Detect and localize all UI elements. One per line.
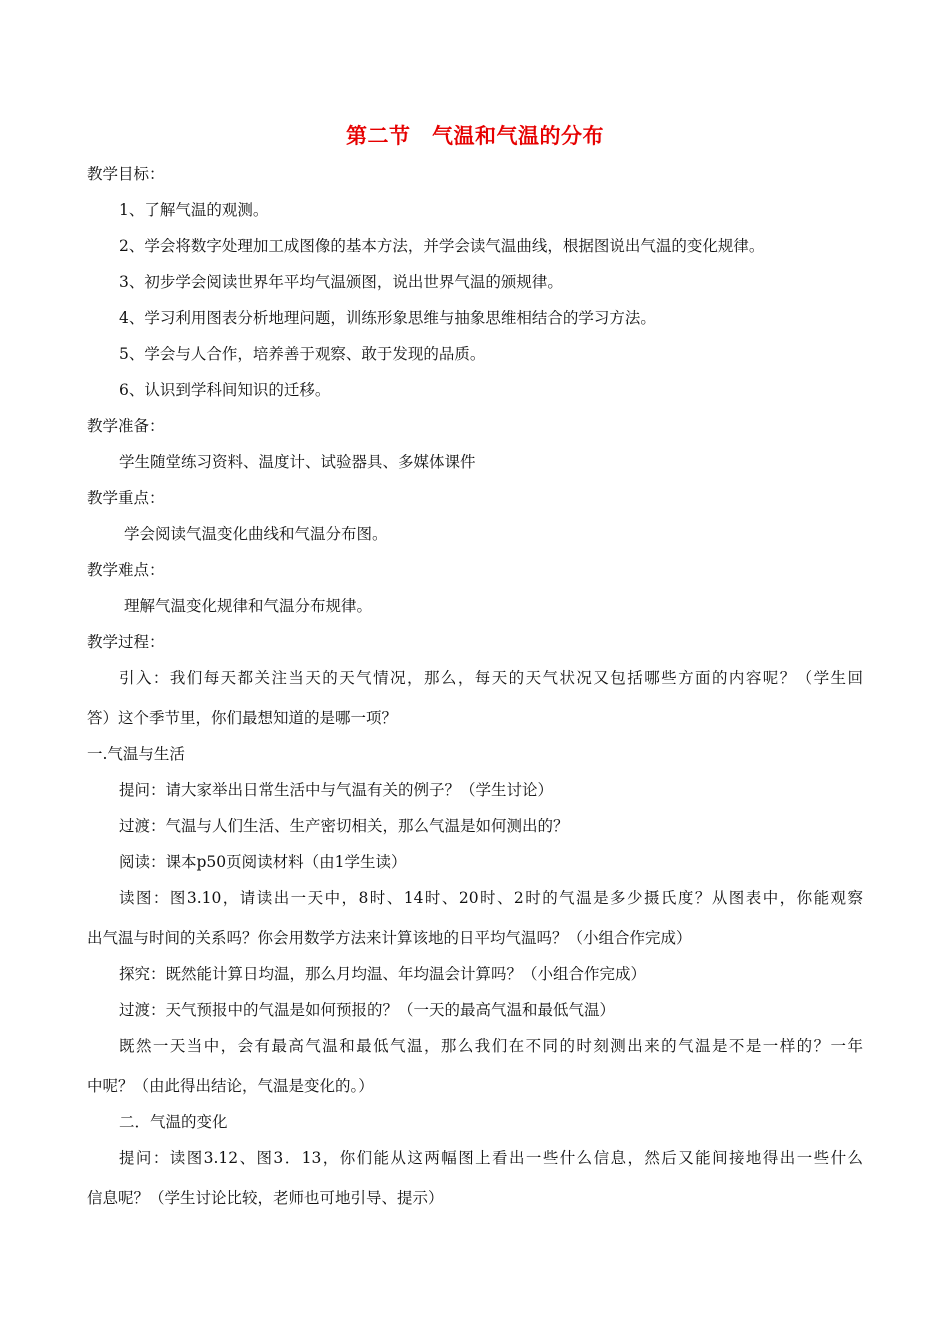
- objective-item: 6、认识到学科间知识的迁移。: [119, 381, 331, 399]
- prep-heading: 教学准备：: [87, 417, 165, 435]
- difficulty-heading: 教学难点：: [87, 561, 165, 579]
- objective-item: 5、学会与人合作，培养善于观察、敢于发现的品质。: [119, 345, 486, 363]
- page-title: 第二节 气温和气温的分布: [346, 124, 604, 148]
- question-line: 信息呢？（学生讨论比较，老师也可地引导、提示）: [87, 1189, 444, 1207]
- objective-item: 3、初步学会阅读世界年平均气温颁图，说出世界气温的颁规律。: [119, 273, 563, 291]
- transition-text: 过渡：天气预报中的气温是如何预报的？（一天的最高气温和最低气温）: [119, 1001, 616, 1019]
- section-heading-1: 一.气温与生活: [87, 745, 185, 763]
- objective-item: 2、学会将数字处理加工成图像的基本方法，并学会读气温曲线，根据图说出气温的变化规律。: [119, 237, 765, 255]
- read-figure-line: 读图：图3.10，请读出一天中，8时、14时、20时、2时的气温是多少摄氏度？从图表中，你能观察: [119, 889, 863, 907]
- reading-text: 阅读：课本p50页阅读材料（由1学生读）: [119, 853, 407, 871]
- explore-text: 探究：既然能计算日均温，那么月均温、年均温会计算吗？（小组合作完成）: [119, 965, 647, 983]
- difficulty-text: 理解气温变化规律和气温分布规律。: [124, 597, 373, 615]
- key-points-text: 学会阅读气温变化曲线和气温分布图。: [124, 525, 388, 543]
- read-figure-line: 出气温与时间的关系吗？你会用数学方法来计算该地的日平均气温吗？（小组合作完成）: [87, 929, 692, 947]
- question-text: 提问：请大家举出日常生活中与气温有关的例子？（学生讨论）: [119, 781, 554, 799]
- objectives-heading: 教学目标：: [87, 165, 165, 183]
- intro-paragraph-line: 引入：我们每天都关注当天的天气情况，那么，每天的天气状况又包括哪些方面的内容呢？（学生回: [119, 669, 863, 687]
- transition-text: 过渡：气温与人们生活、生产密切相关，那么气温是如何测出的？: [119, 817, 569, 835]
- key-points-heading: 教学重点：: [87, 489, 165, 507]
- objective-item: 1、了解气温的观测。: [119, 201, 269, 219]
- objective-item: 4、学习利用图表分析地理问题，训练形象思维与抽象思维相结合的学习方法。: [119, 309, 656, 327]
- intro-paragraph-line: 答）这个季节里，你们最想知道的是哪一项？: [87, 709, 398, 727]
- conclusion-line: 中呢？（由此得出结论，气温是变化的。）: [87, 1077, 374, 1095]
- question-line: 提问：读图3.12、图3．13，你们能从这两幅图上看出一些什么信息，然后又能间接地得出一些什么: [119, 1149, 863, 1167]
- conclusion-line: 既然一天当中，会有最高气温和最低气温，那么我们在不同的时刻测出来的气温是不是一样的？一年: [119, 1037, 863, 1055]
- prep-text: 学生随堂练习资料、温度计、试验器具、多媒体课件: [119, 453, 476, 471]
- process-heading: 教学过程：: [87, 633, 165, 651]
- section-heading-2: 二．气温的变化: [119, 1113, 228, 1131]
